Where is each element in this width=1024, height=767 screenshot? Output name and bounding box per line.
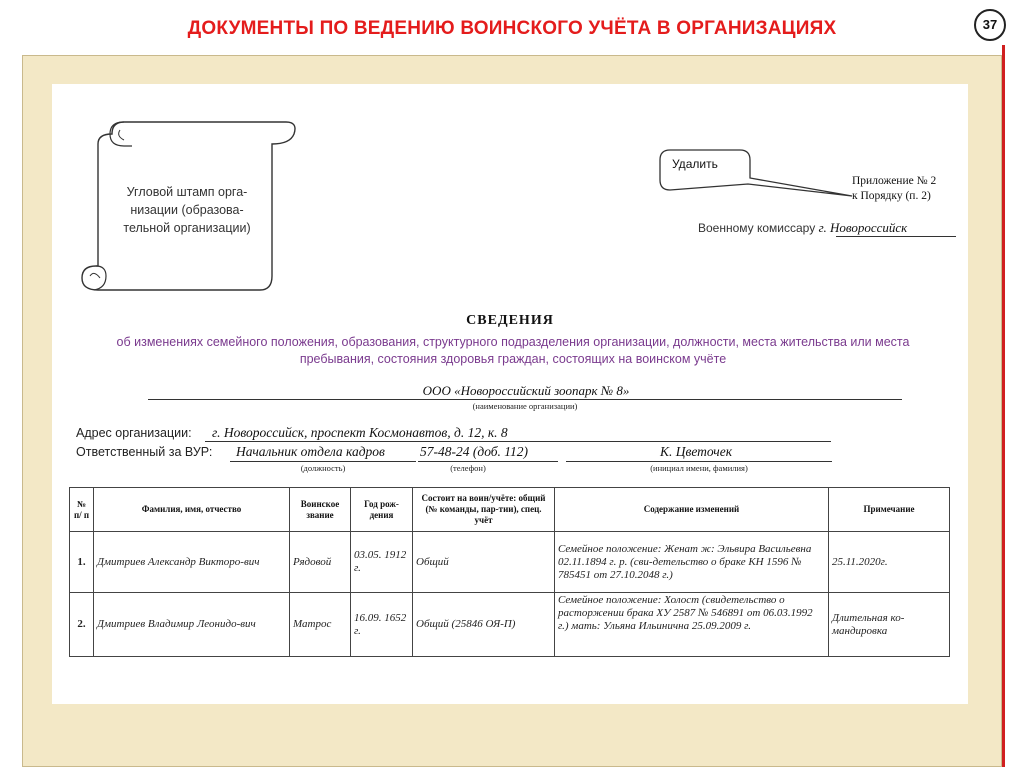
- row-rank: Матрос: [290, 593, 351, 657]
- header-changes: Содержание изменений: [555, 488, 829, 532]
- document-subheading: об изменениях семейного положения, образования, структурного подразделения организации, должности, места жительства или места пребывания, состояния здоровья граждан, состоящих на воинском учёте: [116, 335, 910, 366]
- appendix-reference: [852, 174, 936, 204]
- address-label: Адрес организации:: [76, 426, 192, 440]
- appendix-line-1: Приложение № 2: [852, 175, 937, 187]
- address-value: г. Новороссийск, проспект Космонавтов, д. 12, к. 8: [212, 425, 508, 440]
- corner-stamp-text: Угловой штамп орга-низации (образова-тельной организации): [123, 185, 251, 235]
- row-note: 25.11.2020г.: [829, 532, 950, 593]
- address-underline: [205, 441, 831, 442]
- responsible-phone: 57-48-24 (доб. 112): [420, 444, 529, 459]
- responsible-label: Ответственный за ВУР:: [76, 445, 213, 459]
- addressee-label: Военному комиссару: [698, 221, 816, 235]
- row-full-name: Дмитриев Александр Викторо-вич: [94, 532, 290, 593]
- page-number-badge: 37: [974, 9, 1006, 41]
- header-full-name: Фамилия, имя, отчество: [94, 488, 290, 532]
- row-changes: Семейное положение: Женат ж: Эльвира Васильевна 02.11.1894 г. р. (сви-детельство о браке КН 1596 № 785451 от 27.10.2048 г.): [555, 532, 829, 593]
- position-caption: (должность): [300, 463, 346, 473]
- header-number: № п/ п: [70, 488, 94, 532]
- header-rank: Воинское звание: [290, 488, 351, 532]
- changes-table: [69, 487, 950, 657]
- row-changes: Семейное положение: Холост (свидетельство о расторжении брака ХУ 2587 № 546891 от 06.03.1992 г.) мать: Ульяна Ильинична 25.09.2009 г.: [555, 593, 829, 657]
- position-underline: [230, 461, 416, 462]
- table-header-row: [70, 488, 950, 532]
- row-note: Длительная ко-мандировка: [829, 593, 950, 657]
- row-registry: Общий: [413, 532, 555, 593]
- row-registry: Общий (25846 ОЯ-П): [413, 593, 555, 657]
- row-birth-year: 16.09. 1652 г.: [351, 593, 413, 657]
- right-red-border: [1002, 45, 1005, 767]
- slide-title: ДОКУМЕНТЫ ПО ВЕДЕНИЮ ВОИНСКОГО УЧЁТА В ОРГАНИЗАЦИЯХ: [187, 18, 837, 39]
- organization-caption: (наименование организации): [472, 401, 578, 411]
- row-birth-year: 03.05. 1912 г.: [351, 532, 413, 593]
- addressee-value: г. Новороссийск: [818, 220, 908, 235]
- phone-caption: (телефон): [450, 463, 486, 473]
- organization-name: ООО «Новороссийский зоопарк № 8»: [422, 383, 630, 398]
- name-caption: (инициал имени, фамилия): [650, 463, 748, 473]
- row-number: 2.: [70, 593, 94, 657]
- header-registry: Состоит на воин/учёте: общий (№ команды, пар-тии), спец. учёт: [413, 488, 555, 532]
- organization-underline: [148, 399, 902, 400]
- addressee-underline: [836, 236, 956, 237]
- callout-text: Удалить: [672, 157, 718, 171]
- table-row: [70, 532, 950, 593]
- row-rank: Рядовой: [290, 532, 351, 593]
- phone-underline: [418, 461, 558, 462]
- callout-bubble-icon: [656, 146, 856, 206]
- document-heading: СВЕДЕНИЯ: [466, 313, 554, 328]
- responsible-name: К. Цветочек: [660, 444, 733, 459]
- appendix-line-2: к Порядку (п. 2): [852, 190, 931, 202]
- row-number: 1.: [70, 532, 94, 593]
- responsible-position: Начальник отдела кадров: [236, 444, 385, 459]
- header-note: Примечание: [829, 488, 950, 532]
- header-birth-year: Год рож-дения: [351, 488, 413, 532]
- row-full-name: Дмитриев Владимир Леонидо-вич: [94, 593, 290, 657]
- table-row: [70, 593, 950, 657]
- name-underline: [566, 461, 832, 462]
- addressee: [698, 220, 907, 236]
